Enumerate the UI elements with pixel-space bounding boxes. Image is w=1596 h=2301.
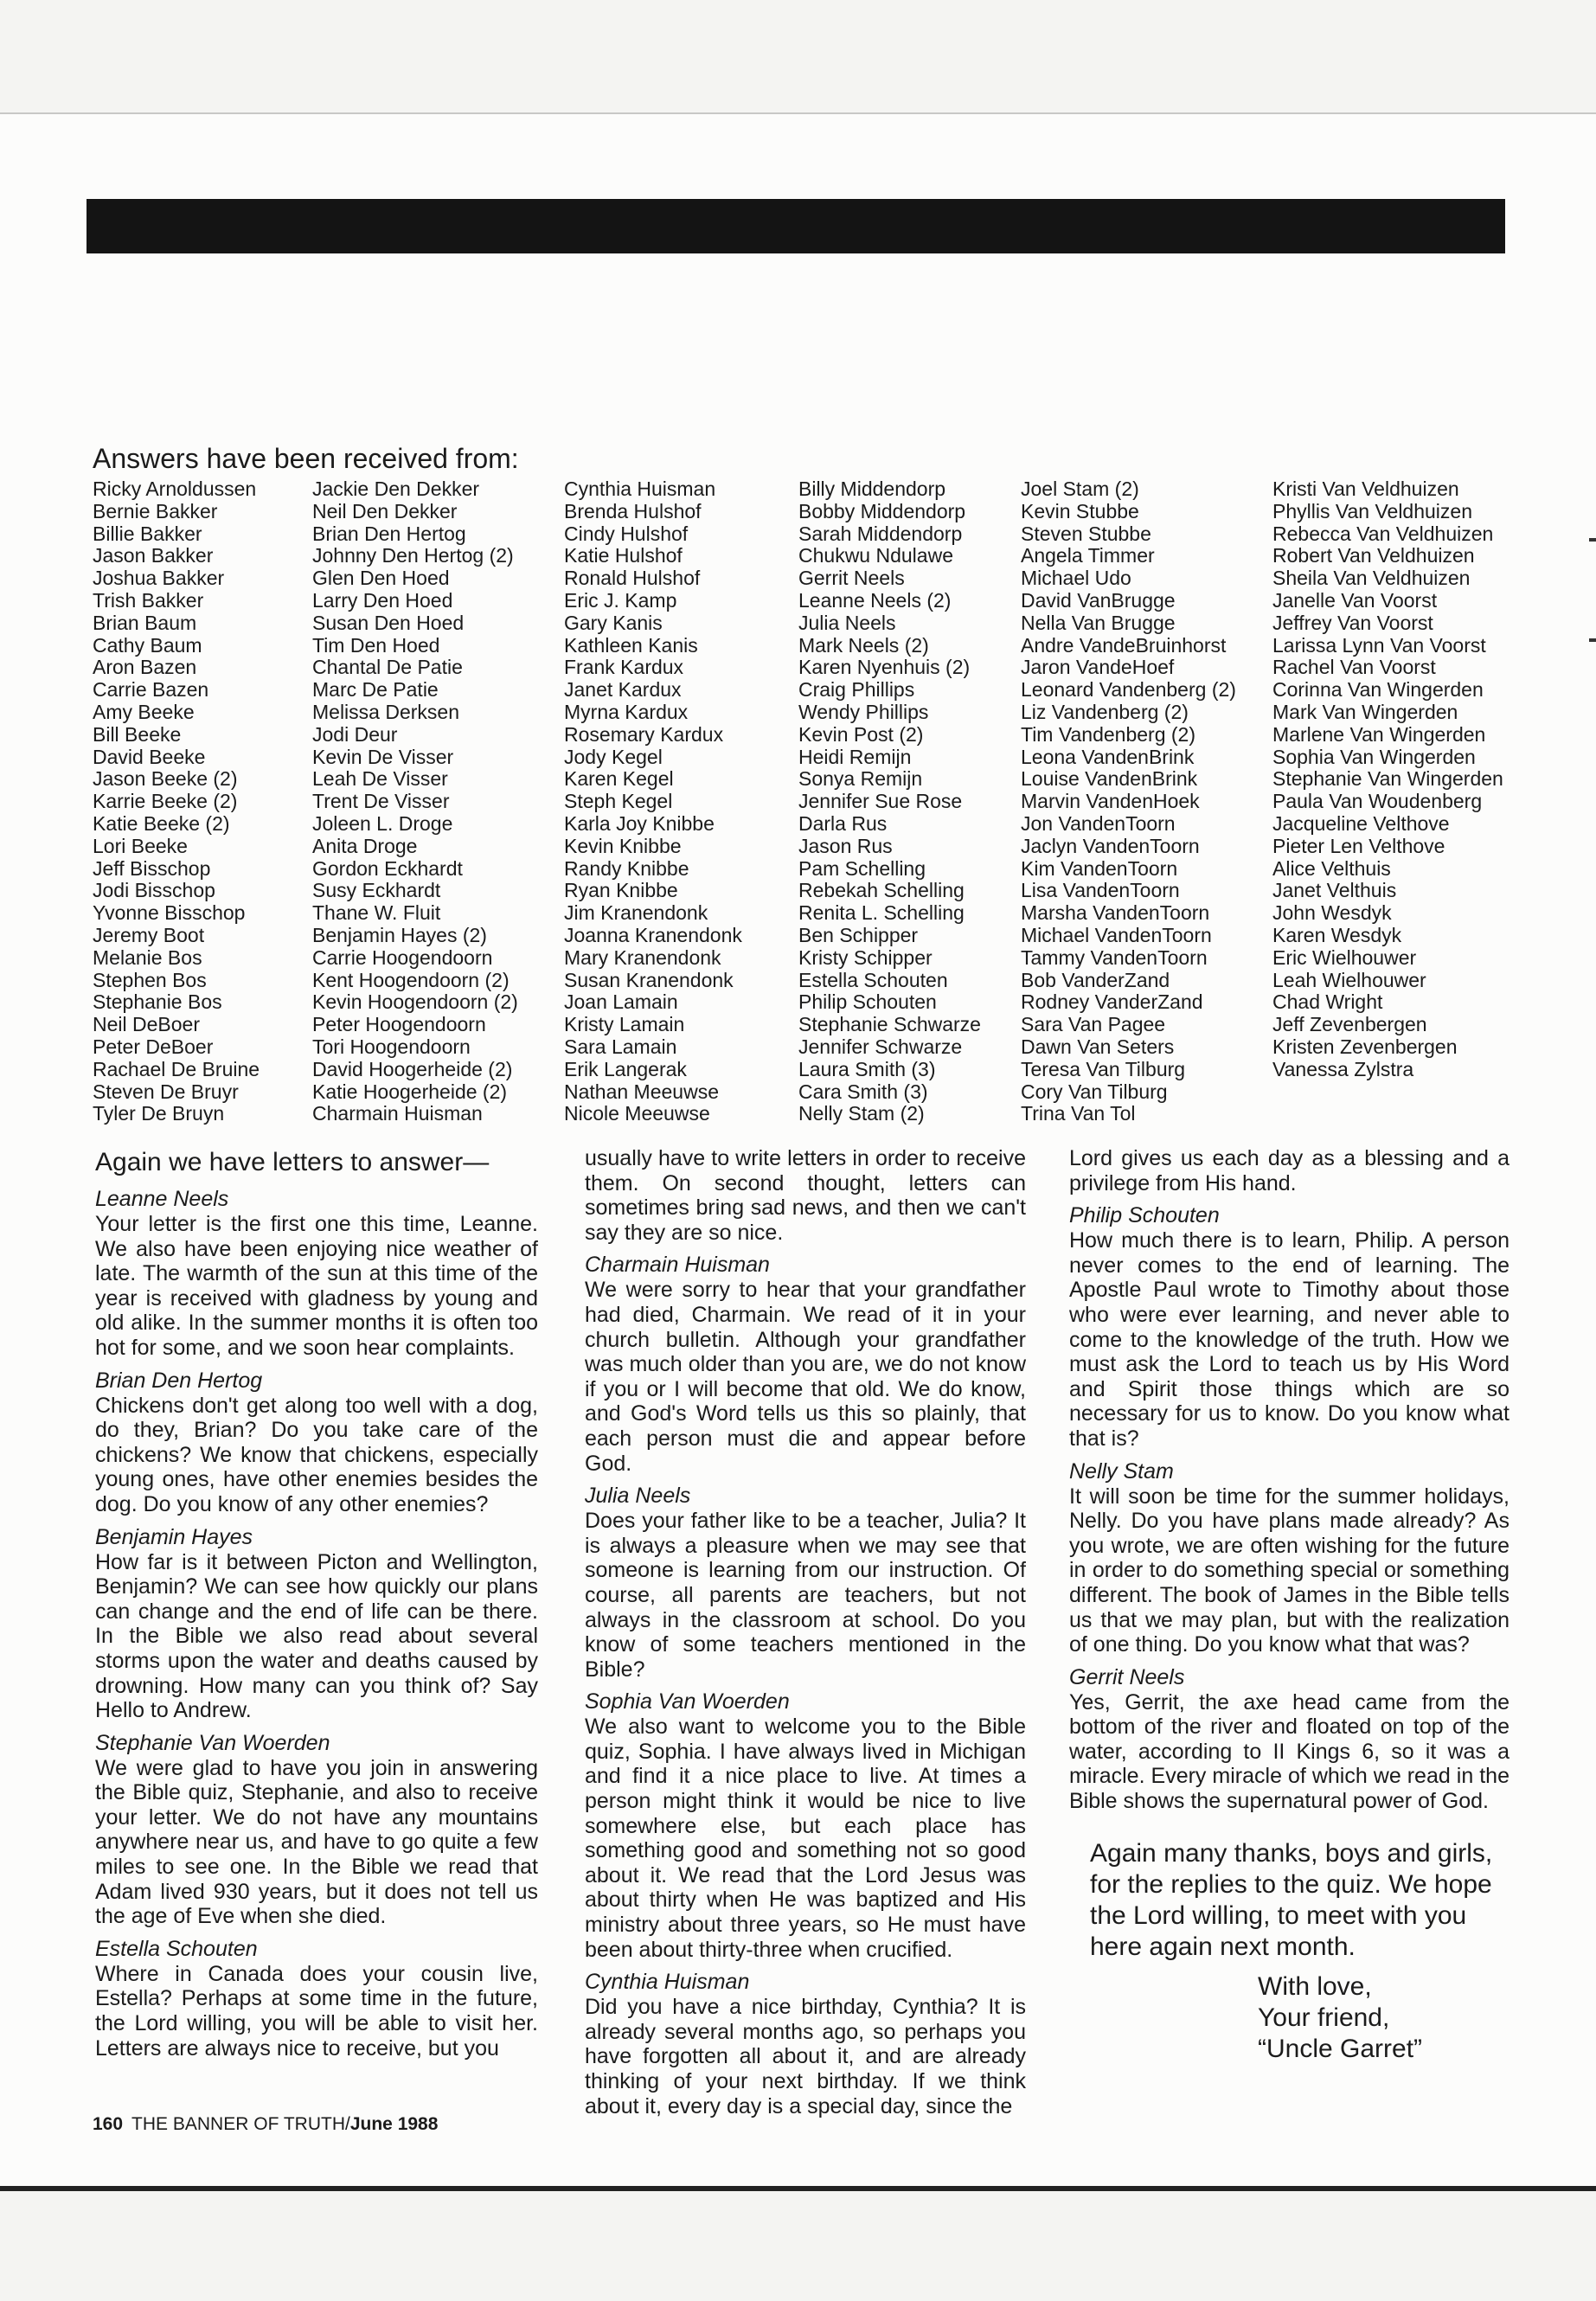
respondent-name: Johnny Den Hertog (2) [312,544,514,567]
respondent-name: David Hoogerheide (2) [312,1057,513,1080]
respondent-name: Trish Bakker [93,588,204,612]
respondent-name: Melissa Derksen [312,700,459,723]
respondent-name: Cathy Baum [93,633,202,657]
respondent-name: Yvonne Bisschop [93,901,246,925]
respondent-name: Angela Timmer [1021,544,1155,567]
issue-date: June 1988 [349,2114,439,2134]
respondent-name: Michael Udo [1021,567,1131,590]
respondent-name: Rachael De Bruine [93,1057,260,1080]
respondent-name: Stephanie Bos [93,990,222,1014]
respondent-name: Ben Schipper [798,923,919,946]
letter-reply: Chickens don't get along too well with a dog, do they, Brian? Do you take care of the chickens? We know that chickens, especially young ones, have other enemies besides the dog. Do you know of any other enemies? [95,1393,538,1516]
letter-reply: We were glad to have you join in answering the Bible quiz, Stephanie, and also to receive your letter. We do not have any mountains anywhere near us, and have to go quite a few miles to see one. In the Bible we read that Adam lived 930 years, but it does not tell us the age of Eve when she died. [95,1755,538,1929]
respondent-name: Andre VandeBruinhorst [1021,633,1227,657]
respondent-name: Tori Hoogendoorn [312,1035,471,1058]
respondent-name: Tim Vandenberg (2) [1021,722,1195,746]
letters-column-3 [1069,1146,1509,2065]
letter-reply: Your letter is the first one this time, Leanne. We also have been enjoying nice weather of late. The warmth of the sun at this time of the year is received with gladness by young and old alike. In the summer months it is often too hot for some, and we soon hear complaints. [95,1212,538,1360]
respondent-name: Steph Kegel [564,790,673,813]
respondent-name: Leah Wielhouwer [1272,968,1426,991]
respondent-name: Alice Velthuis [1272,856,1391,880]
respondent-name: Lisa VandenToorn [1021,879,1180,902]
letter-reply: How far is it between Picton and Wellington, Benjamin? We can see how quickly our plans can change and the end of life can be there. In the Bible we also read about several storms upon the water and deaths caused by drowning. How many can you think of? Say Hello to Andrew. [95,1549,538,1723]
respondent-name: Louise VandenBrink [1021,767,1198,791]
respondent-name: Stephen Bos [93,968,207,991]
respondent-name: Jon VandenToorn [1021,811,1176,835]
respondent-name: John Wesdyk [1272,901,1392,925]
signoff [1069,1971,1509,2065]
respondent-name: Katie Hoogerheide (2) [312,1080,508,1103]
respondent-name: Nicole Meeuwse [564,1102,710,1125]
respondent-name: Charmain Huisman [312,1102,483,1125]
respondent-name: Karrie Beeke (2) [93,790,238,813]
respondent-name: Darla Rus [798,811,888,835]
continued-text: usually have to write letters in order to receive them. On second thought, letters can sometimes bring sad news, and then we can't say they are so nice. [585,1146,1026,1245]
respondent-name: Jeff Zevenbergen [1272,1013,1427,1036]
respondent-name: Kevin Post (2) [798,722,924,746]
respondent-name: Jason Beeke (2) [93,767,238,791]
respondent-name: Karen Kegel [564,767,674,791]
names-column-4 [798,478,981,1125]
letter-reply: We also want to welcome you to the Bible quiz, Sophia. I have always lived in Michigan and find it a nice place to live. At times a person might think it would be nice to live somewhere else, but each place has something good and something not so good about it. We read that the Lord Jesus was about thirty when He was baptized and His ministry about three years, so He must have been about thirty-three when crucified. [585,1715,1026,1962]
respondent-name: Teresa Van Tilburg [1021,1057,1186,1080]
respondent-name: Laura Smith (3) [798,1057,936,1080]
respondent-name: Jody Kegel [564,745,663,768]
respondent-name: Kevin De Visser [312,745,454,768]
respondent-name: Katie Beeke (2) [93,811,230,835]
respondent-name: Jacqueline Velthove [1272,811,1450,835]
letter-recipient: Nelly Stam [1069,1458,1174,1484]
respondent-name: Jennifer Sue Rose [798,790,963,813]
respondent-name: Ryan Knibbe [564,879,678,902]
respondent-name: Karla Joy Knibbe [564,811,715,835]
respondent-name: Joshua Bakker [93,567,225,590]
respondent-name: Cindy Hulshof [564,522,689,545]
respondent-name: Peter DeBoer [93,1035,214,1058]
names-column-2 [312,478,518,1125]
respondent-name: Jason Rus [798,834,893,857]
letter-recipient: Sophia Van Woerden [585,1689,790,1715]
respondent-name: Kevin Hoogendoorn (2) [312,990,518,1014]
respondent-name: Leonard Vandenberg (2) [1021,678,1236,702]
letter-reply: Where in Canada does your cousin live, Estella? Perhaps at some time in the future, the Lord willing, you will be able to visit her. Letters are always nice to receive, but you [95,1961,538,2061]
names-column-3 [564,478,742,1125]
names-column-5 [1021,478,1236,1125]
respondent-name: Susy Eckhardt [312,879,441,902]
letter-reply: Does your father like to be a teacher, Julia? It is always a pleasure when we may see that someone is learning from our instruction. Of course, all parents are teachers, but not always in the classroom at school. Do you know of some teachers mentioned in the Bible? [585,1509,1026,1682]
respondent-name: Gerrit Neels [798,567,905,590]
letter-reply: How much there is to learn, Philip. A person never comes to the end of learning. The Apostle Paul wrote to Timothy about those who were ever learning, and never able to come to the knowledge of the truth. How we must ask the Lord to teach us by His Word and Spirit those things which are so necessary for us to know. Do you know what that is? [1069,1228,1509,1451]
respondent-name: Steven De Bruyr [93,1080,239,1103]
respondent-name: Brian Den Hertog [312,522,466,545]
respondent-name: Cynthia Huisman [564,478,716,500]
respondent-name: Leah De Visser [312,767,448,791]
respondent-name: Jaron VandeHoef [1021,656,1175,679]
respondent-name: Anita Droge [312,834,418,857]
respondent-name: Joleen L. Droge [312,811,453,835]
respondent-name: David VanBrugge [1021,588,1176,612]
respondent-name: Sara Van Pagee [1021,1013,1166,1036]
respondent-name: Wendy Phillips [798,700,929,723]
respondent-name: Sarah Middendorp [798,522,963,545]
respondent-name: Billy Middendorp [798,478,946,500]
respondent-name: Carrie Bazen [93,678,209,702]
respondent-name: Erik Langerak [564,1057,687,1080]
respondent-name: Mark Van Wingerden [1272,700,1458,723]
respondent-name: Rebekah Schelling [798,879,965,902]
respondent-name: Kristy Lamain [564,1013,685,1036]
respondent-name: Neil DeBoer [93,1013,200,1036]
letters-list [1069,1202,1509,1813]
continued-text: Lord gives us each day as a blessing and a privilege from His hand. [1069,1146,1509,1195]
respondent-name: Pam Schelling [798,856,926,880]
respondent-name: Mark Neels (2) [798,633,929,657]
respondent-name: Janet Velthuis [1272,879,1397,902]
publication-name: THE BANNER OF TRUTH/ [131,2114,350,2134]
respondent-name: Vanessa Zylstra [1272,1057,1414,1080]
respondent-name: Jeffrey Van Voorst [1272,611,1433,634]
respondent-name: Larry Den Hoed [312,588,453,612]
respondent-name: Jeremy Boot [93,923,205,946]
header-bar [87,199,1505,253]
respondent-name: Eric Wielhouwer [1272,945,1417,969]
letters-heading: Again we have letters to answer— [95,1148,490,1176]
respondent-name: Craig Phillips [798,678,915,702]
respondent-name: Kristen Zevenbergen [1272,1035,1458,1058]
respondent-name: Dawn Van Seters [1021,1035,1175,1058]
respondent-name: Jim Kranendonk [564,901,708,925]
respondent-name: Stephanie Van Wingerden [1272,767,1503,791]
respondent-name: Paula Van Woudenberg [1272,790,1483,813]
respondent-name: Rosemary Kardux [564,722,724,746]
edge-mark [1589,538,1596,542]
respondent-name: Brian Baum [93,611,197,634]
respondent-name: Jodi Deur [312,722,398,746]
respondent-name: Trina Van Tol [1021,1102,1136,1125]
respondent-name: Jeff Bisschop [93,856,211,880]
names-column-6 [1272,478,1503,1081]
respondent-name: Sonya Remijn [798,767,923,791]
letter-recipient: Charmain Huisman [585,1253,770,1278]
respondent-name: David Beeke [93,745,206,768]
letters-list [585,1252,1026,2118]
letter-reply: Did you have a nice birthday, Cynthia? It is already several months ago, so perhaps you have forgotten all about it, and are already thinking of your next birthday. If we think about it, every day is a special day, since the [585,1995,1026,2118]
respondent-name: Jodi Bisschop [93,879,215,902]
respondent-name: Joan Lamain [564,990,678,1014]
respondent-name: Thane W. Fluit [312,901,441,925]
respondent-name: Eric J. Kamp [564,588,677,612]
respondent-name: Kathleen Kanis [564,633,698,657]
respondent-name: Kent Hoogendoorn (2) [312,968,510,991]
respondent-name: Sara Lamain [564,1035,677,1058]
respondent-name: Bernie Bakker [93,499,218,522]
respondent-name: Joanna Kranendonk [564,923,742,946]
respondent-name: Corinna Van Wingerden [1272,678,1484,702]
respondent-name: Amy Beeke [93,700,195,723]
respondent-name: Renita L. Schelling [798,901,965,925]
signoff-line: Your friend, [1258,2003,1390,2032]
respondent-name: Nelly Stam (2) [798,1102,925,1125]
respondent-name: Susan Den Hoed [312,611,465,634]
answers-heading: Answers have been received from: [93,443,519,474]
respondent-name: Karen Wesdyk [1272,923,1402,946]
respondent-name: Benjamin Hayes (2) [312,923,487,946]
letter-recipient: Stephanie Van Woerden [95,1730,330,1755]
respondent-name: Tyler De Bruyn [93,1102,225,1125]
respondent-name: Neil Den Dekker [312,499,458,522]
respondent-name: Estella Schouten [798,968,948,991]
letter-recipient: Leanne Neels [95,1187,229,1211]
respondent-name: Chad Wright [1272,990,1383,1014]
respondent-name: Marlene Van Wingerden [1272,722,1486,746]
respondent-name: Melanie Bos [93,945,202,969]
respondent-name: Peter Hoogendoorn [312,1013,486,1036]
respondent-name: Jackie Den Dekker [312,478,480,500]
respondent-name: Randy Knibbe [564,856,689,880]
letter-reply: It will soon be time for the summer holidays, Nelly. Do you have plans made already? As you wrote, we are often wishing for the future in order to do something special or something different. The book of James in the Bible tells us that we may plan, but with the realization of one thing. Do you know what that was? [1069,1484,1509,1657]
respondent-name: Jason Bakker [93,544,214,567]
letter-reply: Yes, Gerrit, the axe head came from the bottom of the river and floated on top of the water, according to II Kings 6, so it was a miracle. Every miracle of which we read in the Bible shows the supernatural power of God. [1069,1689,1509,1814]
respondent-name: Katie Hulshof [564,544,683,567]
respondent-name: Nella Van Brugge [1021,611,1176,634]
names-column-1 [93,478,260,1125]
respondent-name: Billie Bakker [93,522,202,545]
respondent-name: Joel Stam (2) [1021,478,1139,500]
respondent-name: Ronald Hulshof [564,567,701,590]
respondent-name: Bill Beeke [93,722,182,746]
letter-recipient: Cynthia Huisman [585,1970,750,1995]
respondent-name: Steven Stubbe [1021,522,1151,545]
respondent-name: Tammy VandenToorn [1021,945,1208,969]
respondent-name: Rebecca Van Veldhuizen [1272,522,1494,545]
signoff-line: “Uncle Garret” [1258,2034,1423,2063]
letter-recipient: Estella Schouten [95,1936,258,1961]
respondent-name: Jennifer Schwarze [798,1035,963,1058]
respondent-name: Janet Kardux [564,678,682,702]
respondent-name: Robert Van Veldhuizen [1272,544,1475,567]
respondent-name: Kevin Knibbe [564,834,682,857]
respondent-name: Frank Kardux [564,656,684,679]
respondent-name: Jaclyn VandenToorn [1021,834,1200,857]
signoff-line: With love, [1258,1971,1372,2001]
respondent-name: Rodney VanderZand [1021,990,1203,1014]
page-footer [93,2113,438,2136]
respondent-name: Nathan Meeuwse [564,1080,719,1103]
respondent-name: Julia Neels [798,611,896,634]
respondent-name: Philip Schouten [798,990,937,1014]
respondent-name: Bob VanderZand [1021,968,1170,991]
letter-recipient: Philip Schouten [1069,1203,1220,1228]
respondent-name: Sheila Van Veldhuizen [1272,567,1471,590]
respondent-name: Larissa Lynn Van Voorst [1272,633,1486,657]
respondent-name: Aron Bazen [93,656,197,679]
respondent-name: Leanne Neels (2) [798,588,952,612]
respondent-name: Kevin Stubbe [1021,499,1139,522]
letters-list [95,1186,538,2061]
letter-recipient: Gerrit Neels [1069,1664,1185,1689]
respondent-name: Mary Kranendonk [564,945,721,969]
letters-column-1 [95,1146,538,2066]
respondent-name: Tim Den Hoed [312,633,440,657]
edge-mark [1589,638,1596,642]
respondent-name: Glen Den Hoed [312,567,450,590]
respondent-name: Carrie Hoogendoorn [312,945,493,969]
respondent-name: Susan Kranendonk [564,968,734,991]
respondent-name: Rachel Van Voorst [1272,656,1436,679]
respondent-name: Phyllis Van Veldhuizen [1272,499,1472,522]
respondent-name: Chukwu Ndulawe [798,544,953,567]
respondent-name: Marc De Patie [312,678,439,702]
respondent-name: Myrna Kardux [564,700,689,723]
respondent-name: Sophia Van Wingerden [1272,745,1476,768]
respondent-name: Ricky Arnoldussen [93,478,257,500]
respondent-name: Liz Vandenberg (2) [1021,700,1189,723]
respondent-name: Janelle Van Voorst [1272,588,1438,612]
respondent-name: Karen Nyenhuis (2) [798,656,971,679]
page-number: 160 [93,2114,124,2134]
closing-message: Again many thanks, boys and girls, for the replies to the quiz. We hope the Lord willing, to meet with you here again next month. [1090,1838,1493,1961]
respondent-name: Cory Van Tilburg [1021,1080,1168,1103]
respondent-name: Kristy Schipper [798,945,933,969]
respondent-name: Michael VandenToorn [1021,923,1212,946]
letter-reply: We were sorry to hear that your grandfather had died, Charmain. We read of it in your church bulletin. Although your grandfather was much older than you are, we do not know if you or I will become that old. We do know, and God's Word tells us this so plainly, that each person must die and appear before God. [585,1278,1026,1476]
respondent-name: Marvin VandenHoek [1021,790,1200,813]
letters-column-2 [585,1146,1026,2124]
respondent-name: Cara Smith (3) [798,1080,928,1103]
respondent-name: Gary Kanis [564,611,663,634]
respondent-name: Stephanie Schwarze [798,1013,981,1036]
respondent-name: Trent De Visser [312,790,450,813]
letter-recipient: Benjamin Hayes [95,1524,253,1549]
respondent-name: Lori Beeke [93,834,188,857]
respondent-name: Gordon Eckhardt [312,856,463,880]
respondent-name: Marsha VandenToorn [1021,901,1210,925]
respondent-name: Brenda Hulshof [564,499,702,522]
letter-recipient: Brian Den Hertog [95,1368,263,1393]
respondent-name: Heidi Remijn [798,745,912,768]
respondent-name: Pieter Len Velthove [1272,834,1445,857]
respondent-name: Bobby Middendorp [798,499,966,522]
letter-recipient: Julia Neels [585,1484,691,1509]
respondent-name: Kristi Van Veldhuizen [1272,478,1459,500]
respondent-name: Kim VandenToorn [1021,856,1178,880]
respondent-name: Leona VandenBrink [1021,745,1195,768]
respondent-name: Chantal De Patie [312,656,463,679]
